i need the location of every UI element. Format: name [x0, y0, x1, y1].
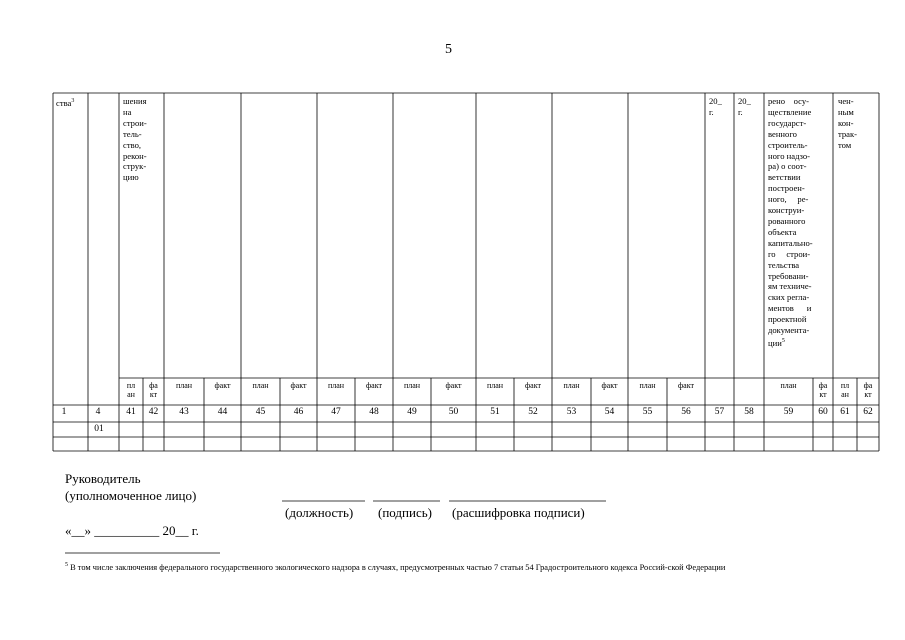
column-number: 61 [840, 407, 850, 417]
subheader-plan: пл ан [840, 381, 850, 399]
column-number: 45 [255, 407, 266, 417]
header-col1: ства$^3$ [56, 97, 75, 108]
subheader-fact: факт [214, 381, 231, 390]
column-number: 56 [681, 407, 691, 417]
subheader-plan: план [403, 381, 421, 390]
subheader-fact: фа кт [863, 381, 873, 399]
column-number: 60 [818, 407, 828, 417]
subheader-plan: план [252, 381, 269, 390]
subheader-fact: факт [601, 381, 618, 390]
position-label: (должность) [285, 505, 354, 520]
column-number: 51 [490, 407, 500, 417]
column-number: 57 [714, 407, 725, 417]
header-col19: рено осу- ществление государст- венного строитель- ного надзо- ра) о соот- ветствии построен- ного, ре- конструи- рованного объекта капитально- го строи- тельства требовани- ям техниче- ских регла- ментов и проектной документа- ции$^5$ [768, 96, 813, 348]
subheader-plan: план [780, 381, 797, 390]
column-number: 49 [407, 407, 417, 417]
signature-label: (подпись) [378, 505, 432, 520]
column-number: 47 [331, 407, 341, 417]
column-number: 62 [863, 407, 873, 417]
signature-title: Руководитель [65, 471, 141, 486]
header-col20: чен- ным кон- трак- том [838, 96, 858, 150]
subheader-fact: фа кт [149, 381, 158, 399]
column-number: 43 [179, 407, 189, 417]
column-number: 58 [744, 407, 754, 417]
column-number: 46 [293, 407, 304, 417]
subheader-fact: фа кт [818, 381, 828, 399]
table-cell: 01 [94, 424, 104, 434]
column-number: 48 [369, 407, 379, 417]
subheader-plan: пл ан [126, 381, 136, 399]
column-number: 42 [148, 407, 159, 417]
subheader-fact: факт [365, 381, 382, 390]
signature-subtitle: (уполномоченное лицо) [65, 488, 197, 503]
footnote: $^5$ В том числе заключения федерального государственного экологического надзора в случаях, предусмотренных частью 7 статьи 54 Градостроительного кодекса Россий-ской Федерации [65, 562, 726, 572]
subheader-plan: план [175, 381, 193, 390]
subheader-fact: факт [290, 381, 307, 390]
decode-label: (расшифровка подписи) [452, 505, 585, 520]
column-number: 41 [126, 407, 136, 417]
column-number: 1 [61, 407, 67, 417]
subheader-fact: факт [524, 381, 541, 390]
column-number: 55 [642, 407, 653, 417]
page-number: 5 [445, 42, 452, 57]
column-number: 50 [448, 407, 459, 417]
header-col18: 20_ г. [738, 96, 751, 117]
column-number: 53 [566, 407, 577, 417]
subheader-plan: план [486, 381, 504, 390]
header-col17: 20_ г. [709, 96, 722, 117]
subheader-fact: факт [677, 381, 694, 390]
column-number: 4 [95, 407, 101, 417]
column-number: 52 [528, 407, 538, 417]
subheader-plan: план [327, 381, 345, 390]
column-number: 59 [783, 407, 794, 417]
subheader-plan: план [563, 381, 580, 390]
date-line: «__» __________ 20__ г. [65, 523, 199, 538]
column-number: 44 [217, 407, 228, 417]
subheader-plan: план [639, 381, 656, 390]
header-col3: шения на строи- тель- ство, рекон- струк- цию [123, 96, 147, 183]
subheader-fact: факт [445, 381, 462, 390]
column-number: 54 [604, 407, 615, 417]
